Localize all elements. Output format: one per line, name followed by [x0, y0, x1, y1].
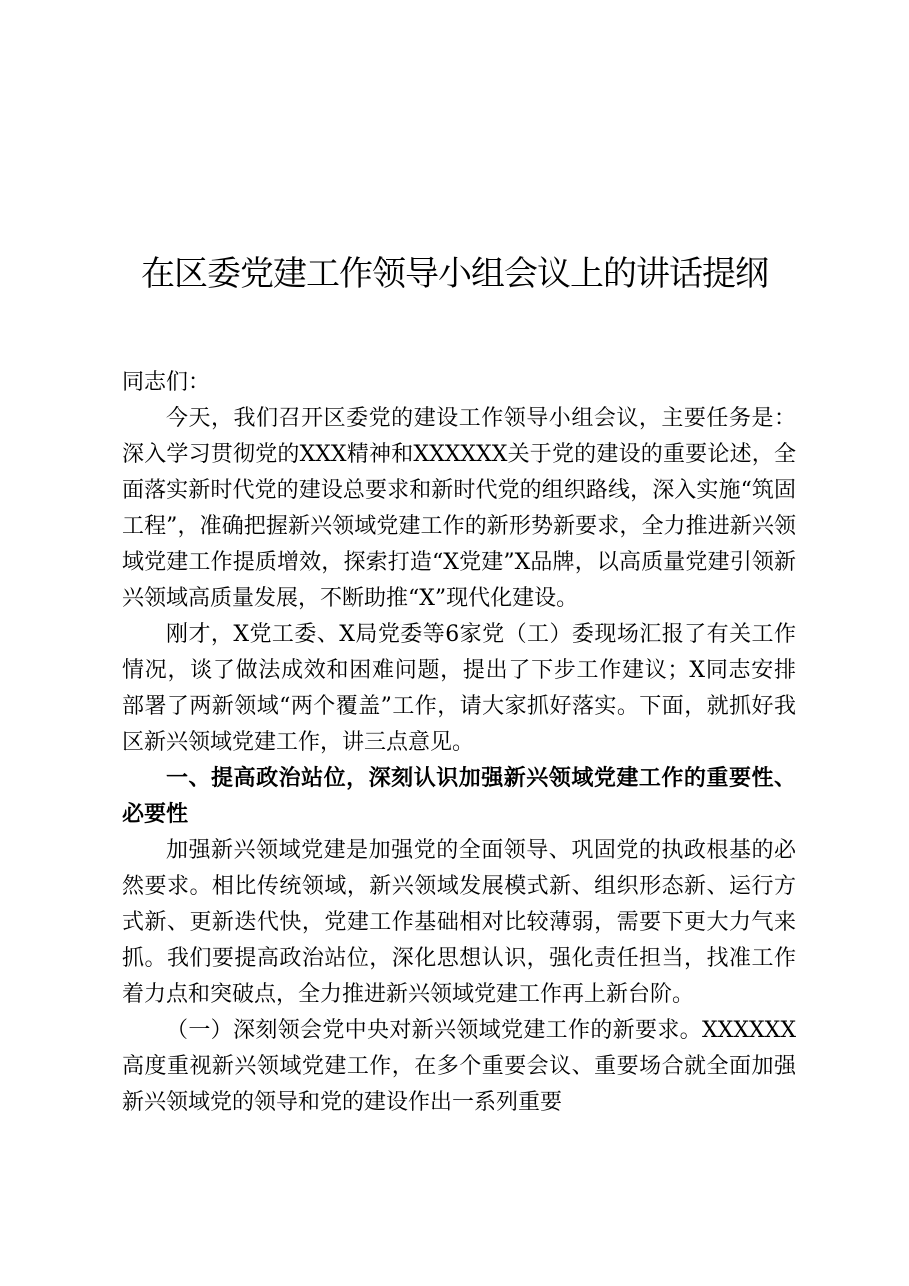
document-body: [122, 365, 796, 1121]
paragraph-report: 刚才，X党工委、X局党委等6家党（工）委现场汇报了有关工作情况，谈了做法成效和困难问题，提出了下步工作建议；X同志安排部署了两新领域“两个覆盖”工作，请大家抓好落实。下面，就抓好我区新兴领域党建工作，讲三点意见。: [122, 622, 796, 755]
paragraph-intro: 今天，我们召开区委党的建设工作领导小组会议，主要任务是：深入学习贯彻党的XXX精神和XXXXXX关于党的建设的重要论述，全面落实新时代党的建设总要求和新时代党的组织路线，深入实施“筑固工程”，准确把握新兴领域党建工作的新形势新要求，全力推进新兴领域党建工作提质增效，探索打造“X党建”X品牌，以高质量党建引领新兴领域高质量发展，不断助推“X”现代化建设。: [122, 406, 796, 611]
subsection-heading-1: （一）深刻领会党中央对新兴领域党建工作的新要求。: [166, 1018, 703, 1043]
subsection-text-1: XXXXXX高度重视新兴领域党建工作，在多个重要会议、重要场合就全面加强新兴领域党的领导和党的建设作出一系列重要: [122, 1018, 796, 1115]
subsection-paragraph-1: [122, 1013, 796, 1121]
document-title: 在区委党建工作领导小组会议上的讲话提纲: [141, 254, 768, 294]
section-heading-1: 一、提高政治站位，深刻认识加强新兴领域党建工作的重要性、必要性: [122, 766, 796, 827]
section-paragraph-1: 加强新兴领域党建是加强党的全面领导、巩固党的执政根基的必然要求。相比传统领域，新兴领域发展模式新、组织形态新、运行方式新、更新迭代快，党建工作基础相对比较薄弱，需要下更大力气来抓。我们要提高政治站位，深化思想认识，强化责任担当，找准工作着力点和突破点，全力推进新兴领域党建工作再上新台阶。: [122, 838, 796, 1007]
salutation: 同志们：: [122, 370, 211, 395]
